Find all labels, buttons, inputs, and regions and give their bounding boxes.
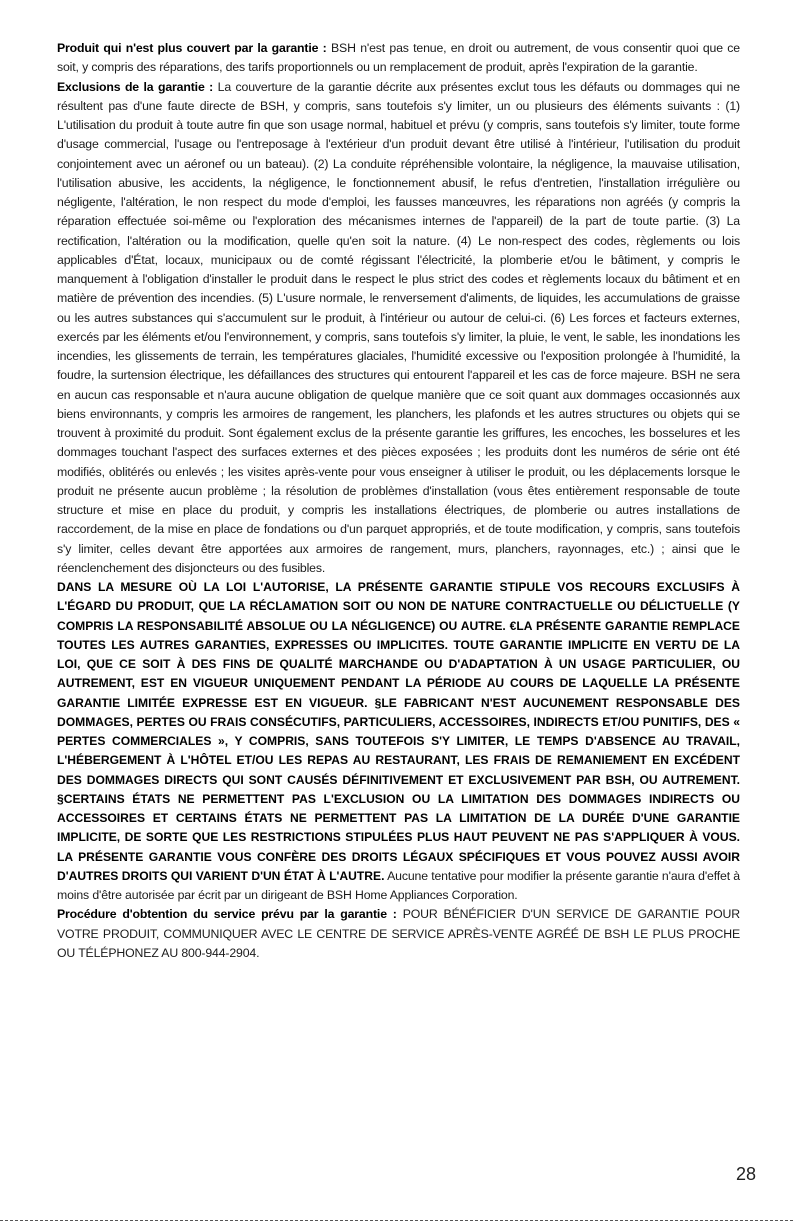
heading-exclusions: Exclusions de la garantie : [57,79,214,94]
paragraph-service [57,905,740,963]
text-service: POUR BÉNÉFICIER D'UN SERVICE DE GARANTIE POUR VOTRE PRODUIT, COMMUNIQUER AVEC LE CENTRE DE SERVICE APRÈS-VENTE AGRÉÉ DE BSH LE PLUS PROCHE OU TÉLÉPHONEZ AU 800-944-2904. [57,907,740,960]
limitation-caps-text: DANS LA MESURE OÙ LA LOI L'AUTORISE, LA PRÉSENTE GARANTIE STIPULE VOS RECOURS EXCLUSIFS À L'ÉGARD DU PRODUIT, QUE LA RÉCLAMATION SOIT OU NON DE NATURE CONTRACTUELLE OU DÉLICTUELLE (Y COMPRIS LA RESPONSABILITÉ ABSOLUE OU LA NÉGLIGENCE) OU AUTRE. €LA PRÉSENTE GARANTIE REMPLACE TOUTES LES AUTRES GARANTIES, EXPRESSES OU IMPLICITES. TOUTE GARANTIE IMPLICITE EN VERTU DE LA LOI, QUE CE SOIT À DES FINS DE QUALITÉ MARCHANDE OU D'ADAPTATION À UN USAGE PARTICULIER, OU AUTREMENT, EST EN VIGUEUR UNIQUEMENT PENDANT LA PÉRIODE AU COURS DE LAQUELLE LA PRÉSENTE GARANTIE LIMITÉE EXPRESSE EST EN VIGUEUR. §LE FABRICANT N'EST AUCUNEMENT RESPONSABLE DES DOMMAGES, PERTES OU FRAIS CONSÉCUTIFS, PARTICULIERS, ACCESSOIRES, INDIRECTS ET/OU PUNITIFS, DES « PERTES COMMERCIALES », Y COMPRIS, SANS TOUTEFOIS S'Y LIMITER, LE TEMPS D'ABSENCE AU TRAVAIL, L'HÉBERGEMENT À L'HÔTEL ET/OU LES REPAS AU RESTAURANT, LES FRAIS DE REMANIEMENT EN EXCÉDENT DES DOMMAGES DIRECTS QUI SONT CAUSÉS DÉFINITIVEMENT ET EXCLUSIVEMENT PAR BSH, OU AUTREMENT. §CERTAINS ÉTATS NE PERMETTENT PAS L'EXCLUSION OU LA LIMITATION DES DOMMAGES INDIRECTS OU ACCESSOIRES ET CERTAINS ÉTATS NE PERMETTENT PAS LA LIMITATION DE LA DURÉE D'UNE GARANTIE IMPLICITE, DE SORTE QUE LES RESTRICTIONS STIPULÉES PLUS HAUT PEUVENT NE PAS S'APPLIQUER À VOUS. LA PRÉSENTE GARANTIE VOUS CONFÈRE DES DROITS LÉGAUX SPÉCIFIQUES ET VOUS POUVEZ AUSSI AVOIR D'AUTRES DROITS QUI VARIENT D'UN ÉTAT À L'AUTRE. [57,580,740,883]
paragraph-not-covered [57,39,740,78]
limitation-text: Aucune tentative pour modifier la présente garantie n'aura d'effet à moins d'être autorisée par écrit par un dirigeant de BSH Home Appliances Corporation. [57,868,740,902]
paragraph-exclusions [57,78,740,579]
text-exclusions: La couverture de la garantie décrite aux présentes exclut tous les défauts ou dommages qui ne résultent pas d'une faute directe de BSH, y compris, sans toutefois s'y limiter, un ou plusieurs des éléments suivants : (1) L'utilisation du produit à toute autre fin que son usage normal, habituel et prévu (y compris, sans toutefois s'y limiter, toute forme d'usage commercial, l'usage ou l'entreposage à l'extérieur d'un produit devant être utilisé à l'intérieur, l'utilisation du produit conjointement avec un aéronef ou un bateau). (2) La conduite répréhensible volontaire, la négligence, la mauvaise utilisation, l'utilisation abusive, les accidents, la négligence, le fonctionnement abusif, le refus d'entretien, l'installation irrégulière ou négligente, l'altération, le non respect du mode d'emploi, les fausses manœuvres, les réparations non agréés (y compris la réparation effectuée soi-même ou l'exploration des mécanismes internes de l'appareil) de la part de toute partie. (3) La rectification, l'altération ou la modification, quelle qu'en soit la nature. (4) Le non-respect des codes, règlements ou lois applicables d'État, locaux, municipaux ou de comté régissant l'électricité, la plomberie et/ou le bâtiment, y compris le manquement à l'obligation d'installer le produit dans le respect le plus strict des codes et règlements locaux du bâtiment et en matière de prévention des incendies. (5) L'usure normale, le renversement d'aliments, de liquides, les accumulations de graisse ou les autres substances qui s'accumulent sur le produit, à l'intérieur ou autour de celui-ci. (6) Les forces et facteurs externes, exercés par les éléments et/ou l'environnement, y compris, sans toutefois s'y limiter, la pluie, le vent, le sable, les inondations les incendies, les glissements de terrain, les températures glaciales, l'humidité excessive ou l'exposition prolongée à l'humidité, la foudre, la surtension électrique, les défaillances des structures qui entourent l'appareil et les cas de force majeure. BSH ne sera en aucun cas responsable et n'aura aucune obligation de quelque manière que ce soit quant aux dommages occasionnés aux biens environnants, y compris les armoires de rangement, les planchers, les plafonds et les autres structures ou objets qui se trouvent à proximité du produit. Sont également exclus de la présente garantie les griffures, les encoches, les bosselures et les dommages touchant l'aspect des surfaces externes et des pièces exposées ; les produits dont les numéros de série ont été modifiés, oblitérés ou enlevés ; les visites après-vente pour vous enseigner à utiliser le produit, ou les déplacements lorsque le produit ne présente aucun problème ; la résolution de problèmes d'installation (vous êtes entièrement responsable de toute structure et mise en place du produit, y compris les installations électriques, de plomberie ou autres installations de raccordement, de la mise en place de fondations ou d'un parquet appropriés, et de toute modification, y compris, sans toutefois s'y limiter, celles devant être apportées aux armoires de rangement, murs, planchers, rayonnages, etc.) ; ainsi que le réenclenchement des disjoncteurs ou des fusibles. [57,79,740,575]
page-number: 28 [735,1164,756,1184]
heading-not-covered: Produit qui n'est plus couvert par la garantie : [57,41,327,55]
text-not-covered: BSH n'est pas tenue, en droit ou autrement, de vous consentir quoi que ce soit, y compris des réparations, des tarifs proportionnels ou un remplacement de produit, après l'expiration de la garantie. [57,41,740,75]
document-body [57,39,740,963]
heading-service: Procédure d'obtention du service prévu par la garantie : [57,907,397,922]
paragraph-limitation [57,578,740,905]
bottom-divider [0,1220,793,1221]
